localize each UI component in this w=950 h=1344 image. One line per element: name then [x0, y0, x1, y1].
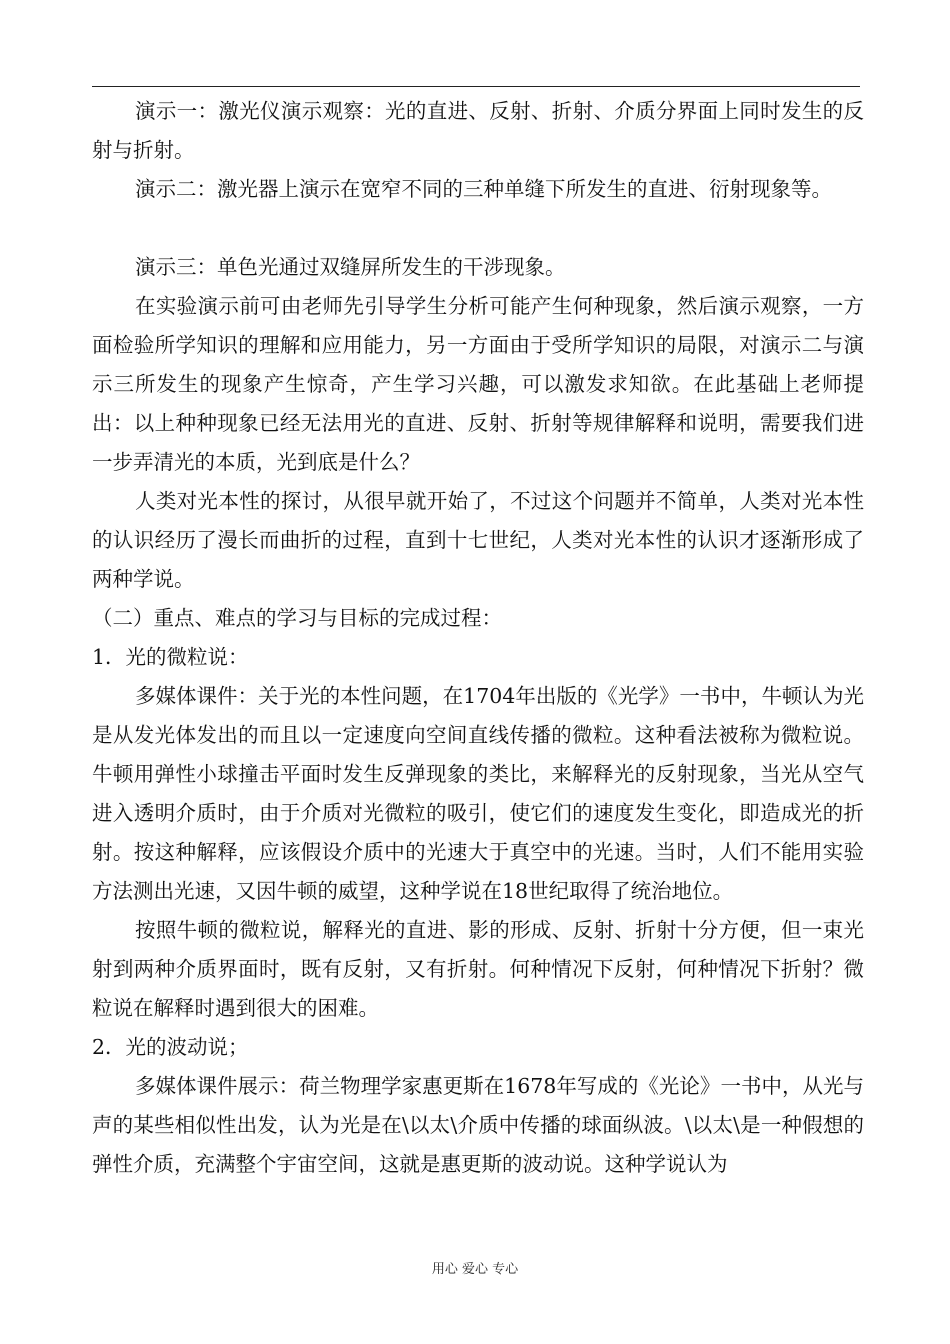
paragraph-demo-1: 演示一：激光仪演示观察：光的直进、反射、折射、介质分界面上同时发生的反射与折射。 [92, 99, 864, 162]
paragraph-analysis: 在实验演示前可由老师先引导学生分析可能产生何种现象，然后演示观察，一方面检验所学知识的理解和应用能力，另一方面由于受所学知识的局限，对演示二与演示三所发生的现象产生惊奇，产生学习兴趣，可以激发求知欲。在此基础上老师提出：以上种种现象已经无法用光的直进、反射、折射等规律解释和说明，需要我们进一步弄清光的本质，光到底是什么？ [92, 294, 864, 474]
paragraph-newton: 多媒体课件：关于光的本性问题，在1704年出版的《光学》一书中，牛顿认为光是从发光体发出的而且以一定速度向空间直线传播的微粒。这种看法被称为微粒说。牛顿用弹性小球撞击平面时发生反弹现象的类比，来解释光的反射现象，当光从空气进入透明介质时，由于介质对光微粒的吸引，使它们的速度发生变化，即造成光的折射。按这种解释，应该假设介质中的光速大于真空中的光速。当时，人们不能用实验方法测出光速，又因牛顿的威望，这种学说在18世纪取得了统治地位。 [92, 684, 864, 903]
paragraph-demo-3: 演示三：单色光通过双缝屏所发生的干涉现象。 [135, 255, 566, 279]
section-heading: （二）重点、难点的学习与目标的完成过程： [92, 606, 502, 630]
page-footer: 用心 爱心 专心 [431, 1262, 519, 1277]
paragraph-huygens: 多媒体课件展示：荷兰物理学家惠更斯在1678年写成的《光论》一书中，从光与声的某些相似性出发，认为光是在\以太\介质中传播的球面纵波。\以太\是一种假想的弹性介质，充满整个宇宙空间，这就是惠更斯的波动说。这种学说认为 [92, 1074, 864, 1176]
subheading-corpuscular: 1．光的微粒说： [92, 645, 249, 669]
paragraph-demo-2: 演示二：激光器上演示在宽窄不同的三种单缝下所发生的直进、衍射现象等。 [135, 177, 832, 201]
header-rule [92, 86, 860, 87]
blank-line [92, 209, 864, 248]
subheading-wave: 2．光的波动说； [92, 1035, 249, 1059]
paragraph-history: 人类对光本性的探讨，从很早就开始了，不过这个问题并不简单，人类对光本性的认识经历了漫长而曲折的过程，直到十七世纪，人类对光本性的认识才逐渐形成了两种学说。 [92, 489, 864, 591]
document-body [92, 92, 864, 1184]
paragraph-corpuscular-difficulty: 按照牛顿的微粒说，解释光的直进、影的形成、反射、折射十分方便，但一束光射到两种介质界面时，既有反射，又有折射。何种情况下反射，何种情况下折射？微粒说在解释时遇到很大的困难。 [92, 918, 864, 1020]
